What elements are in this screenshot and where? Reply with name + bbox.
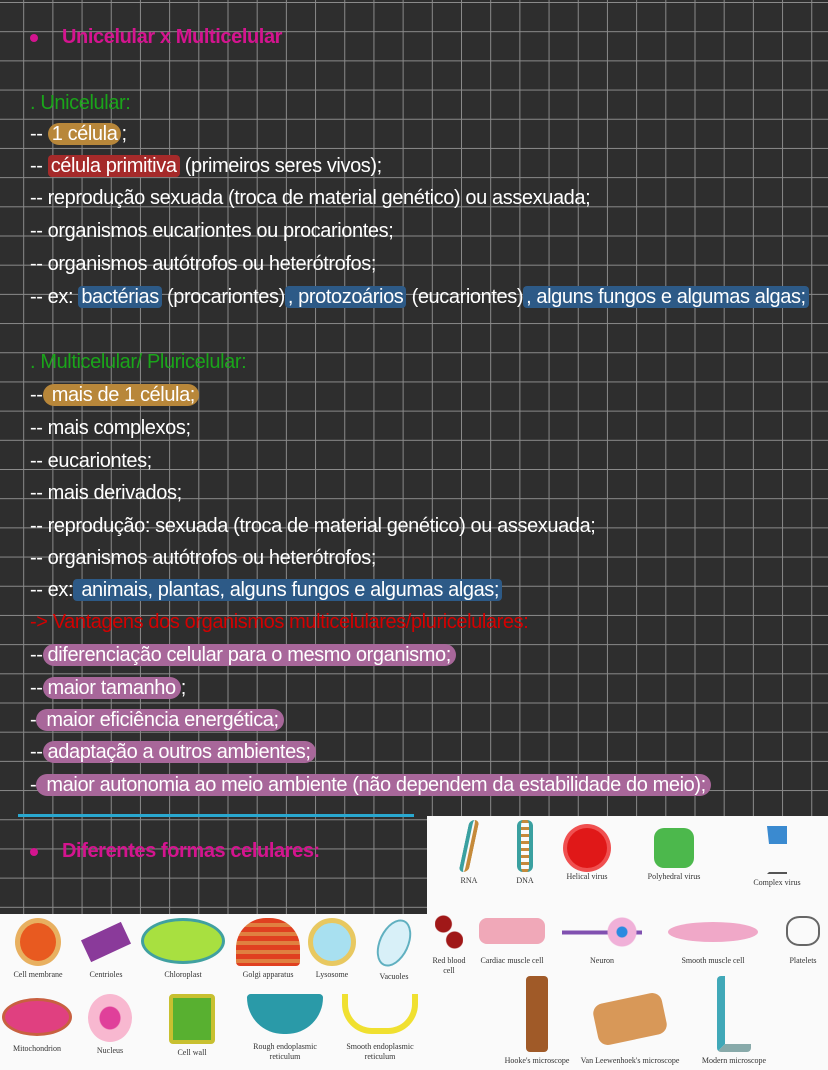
line [30,121,127,147]
line [30,153,382,179]
line: -- reprodução: sexuada (troca de material genético) ou assexuada; [30,515,596,537]
prefix: -- [30,123,48,145]
rest: ; [121,123,127,145]
chloroplast-figure [138,918,228,980]
organelles-image [0,914,427,1070]
line: -- reprodução sexuada (troca de material genético) ou assexuada; [30,187,591,209]
mitochondrion-figure [0,994,74,1054]
cell-wall-figure [160,994,224,1058]
prefix: - [30,709,37,731]
label: Polyhedral virus [647,872,701,881]
line: -- organismos autótrofos ou heterótrofos; [30,253,377,275]
bullet-icon [30,34,38,42]
line: -- organismos eucariontes ou procariontes; [30,220,394,242]
line: -- organismos autótrofos ou heterótrofos; [30,547,377,569]
prefix: - [30,774,37,796]
label: Complex virus [753,878,801,887]
dna-figure [505,820,545,886]
label: Mitochondrion [13,1044,61,1053]
label: Van Leewenhoek's microscope [580,1056,680,1065]
label: Nucleus [96,1046,124,1055]
cardiac-muscle-figure [475,912,549,966]
polyhedral-virus-figure [639,820,709,882]
prefix: -- [30,644,43,666]
line [30,739,316,765]
cell-membrane-figure [6,918,70,980]
red-blood-cell-figure [427,912,471,976]
label: Centrioles [89,970,123,979]
hookes-microscope-figure [497,976,577,1066]
nucleus-figure [80,994,140,1056]
formas-title [30,838,320,864]
line: -- mais derivados; [30,482,182,504]
label: Lysosome [315,970,349,979]
highlight: 1 célula [48,123,122,145]
line: -- eucariontes; [30,450,152,472]
highlight: bactérias [78,286,162,308]
label: Hooke's microscope [504,1056,570,1065]
highlight: , protozoários [285,286,407,308]
rest: ; [180,677,186,699]
leewenhoek-microscope-figure [575,976,685,1066]
highlight: maior tamanho [43,677,181,699]
prefix: -- [30,741,43,763]
label: Smooth muscle cell [681,956,745,965]
platelets-figure [779,912,827,966]
rna-figure [449,820,489,886]
label: Helical virus [566,872,608,881]
highlight: célula primitiva [48,155,180,177]
example-line [30,284,809,310]
bullet-icon [30,848,38,856]
line: -- mais complexos; [30,417,191,439]
highlight: , alguns fungos e algumas algas; [523,286,809,308]
line [30,772,711,798]
prefix: -- ex: [30,286,79,308]
smooth-muscle-figure [663,912,763,966]
rest: (primeiros seres vivos); [179,155,382,177]
label: Rough endoplasmic reticulum [253,1042,317,1061]
smooth-er-figure [336,994,424,1062]
rough-er-figure [240,994,330,1062]
line [30,707,284,733]
title [30,24,282,50]
text: (procariontes) [161,286,285,308]
label: Neuron [590,956,614,965]
highlight: maior eficiência energética; [36,709,283,731]
divider [18,814,414,817]
complex-virus-figure [737,820,817,888]
vantagens-heading: -> Vantagens dos organismos multicelulares/pluricelulares: [30,611,529,633]
line [30,642,456,668]
label: Modern microscope [701,1056,767,1065]
vacuoles-figure [364,918,424,982]
example-line [30,577,502,603]
label: RNA [460,876,478,885]
neuron-figure [557,912,647,966]
golgi-figure [232,918,304,980]
label: Chloroplast [164,970,202,979]
highlight: adaptação a outros ambientes; [43,741,316,763]
label: Cell membrane [13,970,63,979]
label: Cell wall [177,1048,207,1057]
title-text: Unicelular x Multicelular [62,26,283,48]
helical-virus-figure [557,820,617,882]
highlight: animais, plantas, alguns fungos e algumas algas; [73,579,502,601]
prefix: -- ex: [30,579,74,601]
label: Cardiac muscle cell [480,956,544,965]
line [30,382,199,408]
label: Golgi apparatus [242,970,294,979]
prefix: -- [30,384,43,406]
prefix: -- [30,155,48,177]
unicelular-heading: . Unicelular: [30,92,131,114]
highlight: maior autonomia ao meio ambiente (não dependem da estabilidade do meio); [36,774,711,796]
cells-image-right [427,816,828,1070]
label: Smooth endoplasmic reticulum [346,1042,414,1061]
lysosome-figure [304,918,360,980]
prefix: -- [30,677,43,699]
text: (eucariontes) [406,286,524,308]
line [30,675,186,701]
label: Platelets [789,956,817,965]
centrioles-figure [76,918,136,980]
label: DNA [516,876,534,885]
label: Red blood cell [432,956,466,975]
label: Vacuoles [379,972,409,981]
formas-title-text: Diferentes formas celulares: [62,840,320,862]
highlight: diferenciação celular para o mesmo organismo; [43,644,456,666]
modern-microscope-figure [689,976,779,1066]
multicelular-heading: . Multicelular/ Pluricelular: [30,351,247,373]
highlight: mais de 1 célula; [43,384,199,406]
